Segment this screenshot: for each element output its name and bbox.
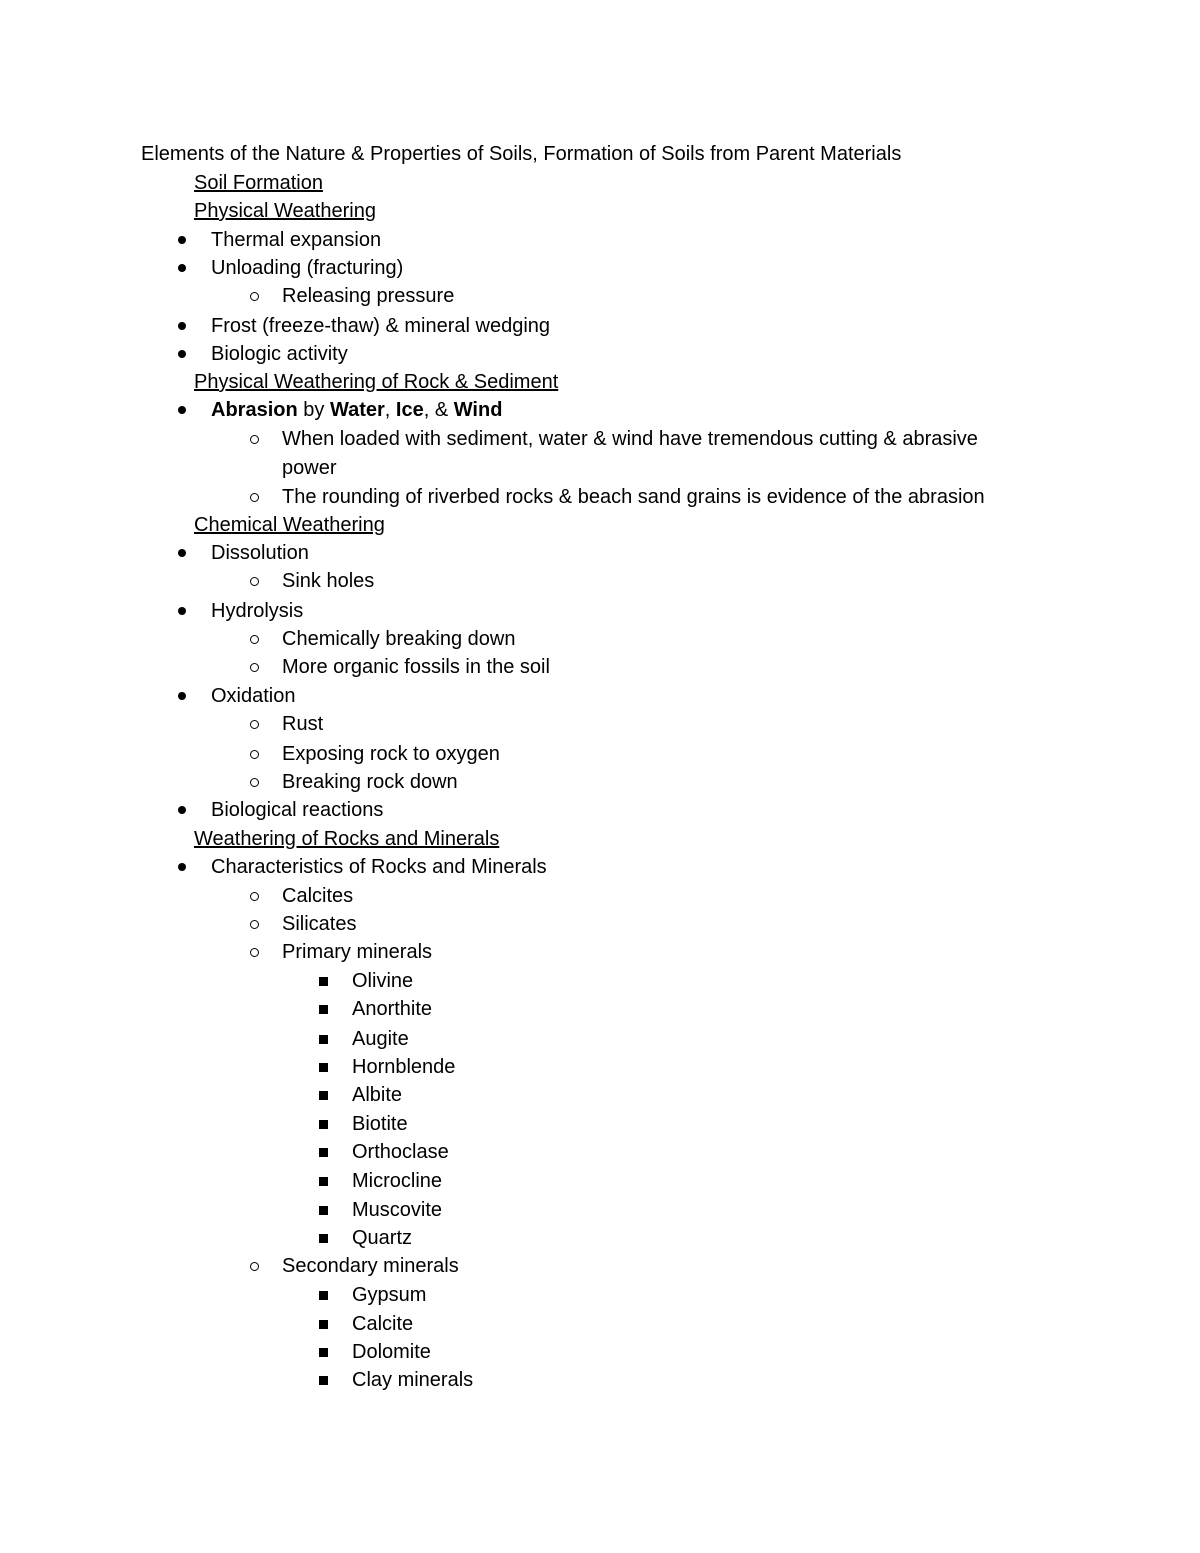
- bullet-square-icon: [319, 1320, 328, 1329]
- list-item: Thermal expansion: [211, 229, 382, 251]
- list-item: Calcites: [282, 885, 354, 907]
- list-item: Sink holes: [282, 570, 375, 592]
- list-item: Augite: [352, 1028, 409, 1050]
- list-item: The rounding of riverbed rocks & beach sand grains is evidence of the abrasion: [282, 486, 985, 508]
- bullet-circle-icon: [250, 635, 259, 644]
- list-item: Clay minerals: [352, 1369, 474, 1391]
- bullet-square-icon: [319, 1035, 328, 1044]
- bullet-disc-icon: [178, 322, 186, 330]
- bold-abrasion: Abrasion: [211, 399, 298, 421]
- list-item: Gypsum: [352, 1284, 427, 1306]
- bullet-disc-icon: [178, 350, 186, 358]
- list-item: Dolomite: [352, 1341, 431, 1363]
- bullet-disc-icon: [178, 406, 186, 414]
- list-item: More organic fossils in the soil: [282, 656, 550, 678]
- list-item: Hydrolysis: [211, 600, 304, 622]
- list-item: Frost (freeze-thaw) & mineral wedging: [211, 315, 551, 337]
- bullet-square-icon: [319, 1063, 328, 1072]
- list-item-continuation: power: [282, 457, 337, 479]
- bullet-circle-icon: [250, 948, 259, 957]
- bullet-circle-icon: [250, 435, 259, 444]
- bold-wind: Wind: [453, 399, 503, 421]
- list-item: Secondary minerals: [282, 1255, 459, 1277]
- text-comma: ,: [384, 399, 396, 421]
- bullet-square-icon: [319, 1091, 328, 1100]
- list-item: Primary minerals: [282, 941, 433, 963]
- list-item: Albite: [352, 1084, 403, 1106]
- bullet-square-icon: [319, 1177, 328, 1186]
- bullet-disc-icon: [178, 692, 186, 700]
- bullet-circle-icon: [250, 493, 259, 502]
- list-item: Silicates: [282, 913, 357, 935]
- list-item: Quartz: [352, 1227, 413, 1249]
- bullet-disc-icon: [178, 264, 186, 272]
- bullet-disc-icon: [178, 549, 186, 557]
- list-item: Releasing pressure: [282, 285, 455, 307]
- heading-physical-weathering: Physical Weathering: [194, 200, 376, 222]
- bullet-disc-icon: [178, 236, 186, 244]
- bullet-circle-icon: [250, 292, 259, 301]
- list-item-abrasion: [211, 397, 502, 423]
- heading-weathering-rocks-minerals: Weathering of Rocks and Minerals: [194, 828, 500, 850]
- bullet-square-icon: [319, 1234, 328, 1243]
- bullet-circle-icon: [250, 1262, 259, 1271]
- bullet-circle-icon: [250, 892, 259, 901]
- list-item: Characteristics of Rocks and Minerals: [211, 856, 547, 878]
- list-item: Chemically breaking down: [282, 628, 516, 650]
- list-item: Rust: [282, 713, 324, 735]
- list-item: Hornblende: [352, 1056, 456, 1078]
- bullet-disc-icon: [178, 863, 186, 871]
- bold-water: Water: [329, 399, 385, 421]
- list-item: Dissolution: [211, 542, 309, 564]
- list-item: When loaded with sediment, water & wind have tremendous cutting & abrasive: [282, 428, 978, 450]
- list-item: Calcite: [352, 1313, 414, 1335]
- bullet-square-icon: [319, 1148, 328, 1157]
- heading-chemical-weathering: Chemical Weathering: [194, 514, 385, 536]
- text-by: by: [297, 399, 330, 421]
- list-item: Olivine: [352, 970, 414, 992]
- list-item: Biological reactions: [211, 799, 384, 821]
- bullet-circle-icon: [250, 750, 259, 759]
- list-item: Oxidation: [211, 685, 296, 707]
- bold-ice: Ice: [395, 399, 424, 421]
- bullet-square-icon: [319, 1206, 328, 1215]
- list-item: Unloading (fracturing): [211, 257, 404, 279]
- bullet-square-icon: [319, 977, 328, 986]
- bullet-disc-icon: [178, 607, 186, 615]
- heading-soil-formation: Soil Formation: [194, 172, 323, 194]
- bullet-circle-icon: [250, 577, 259, 586]
- text-comma-and: , &: [423, 399, 454, 421]
- bullet-circle-icon: [250, 920, 259, 929]
- bullet-square-icon: [319, 1120, 328, 1129]
- list-item: Exposing rock to oxygen: [282, 743, 500, 765]
- list-item: Breaking rock down: [282, 771, 458, 793]
- bullet-disc-icon: [178, 806, 186, 814]
- list-item: Anorthite: [352, 998, 433, 1020]
- list-item: Biologic activity: [211, 343, 348, 365]
- list-item: Microcline: [352, 1170, 443, 1192]
- heading-physical-weathering-rock: Physical Weathering of Rock & Sediment: [194, 371, 559, 393]
- list-item: Biotite: [352, 1113, 408, 1135]
- list-item: Orthoclase: [352, 1141, 449, 1163]
- bullet-square-icon: [319, 1376, 328, 1385]
- bullet-circle-icon: [250, 663, 259, 672]
- page-title: Elements of the Nature & Properties of Soils, Formation of Soils from Parent Materials: [141, 143, 902, 165]
- bullet-square-icon: [319, 1291, 328, 1300]
- bullet-circle-icon: [250, 778, 259, 787]
- list-item: Muscovite: [352, 1199, 443, 1221]
- bullet-circle-icon: [250, 720, 259, 729]
- bullet-square-icon: [319, 1348, 328, 1357]
- bullet-square-icon: [319, 1005, 328, 1014]
